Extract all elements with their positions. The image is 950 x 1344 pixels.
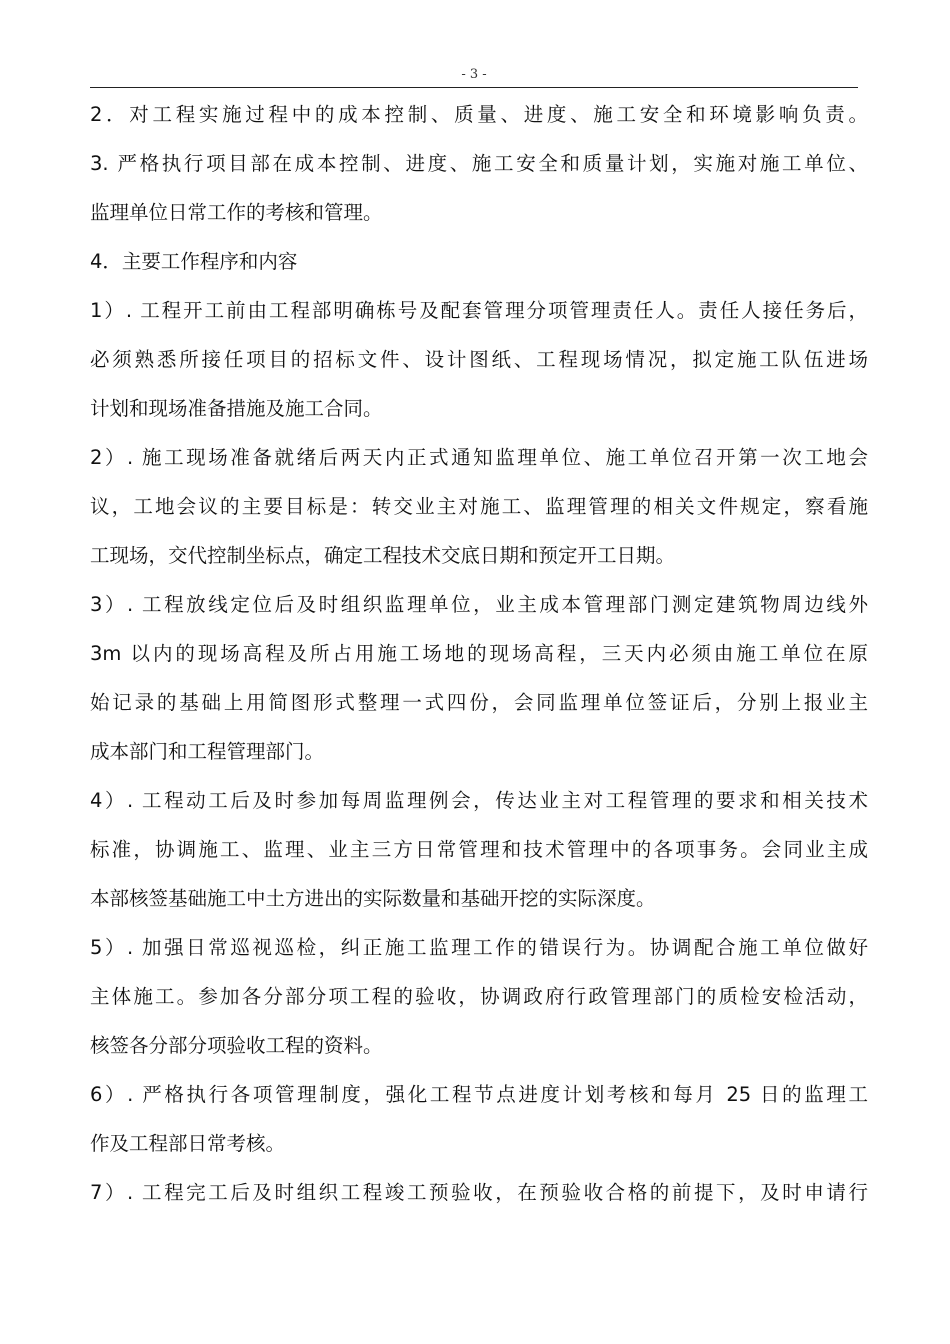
text-line: 4）. 工程动工后及时参加每周监理例会，传达业主对工程管理的要求和相关技术	[90, 789, 868, 812]
text-line: 3）. 工程放线定位后及时组织监理单位，业主成本管理部门测定建筑物周边线外	[90, 593, 868, 616]
text-line: 主体施工。参加各分部分项工程的验收，协调政府行政管理部门的质检安检活动，	[90, 985, 868, 1008]
text-line: 2．对工程实施过程中的成本控制、质量、进度、施工安全和环境影响负责。	[90, 103, 868, 126]
text-line: 本部核签基础施工中土方进出的实际数量和基础开挖的实际深度。	[90, 887, 656, 910]
document-body	[90, 93, 880, 1220]
text-line: 工现场，交代控制坐标点，确定工程技术交底日期和预定开工日期。	[90, 544, 676, 567]
text-line: 3. 严格执行项目部在成本控制、进度、施工安全和质量计划，实施对施工单位、	[90, 152, 868, 175]
text-line: 成本部门和工程管理部门。	[90, 740, 325, 763]
text-line: 计划和现场准备措施及施工合同。	[90, 397, 383, 420]
text-line: 议，工地会议的主要目标是：转交业主对施工、监理管理的相关文件规定，察看施	[90, 495, 868, 518]
text-line: 2）. 施工现场准备就绪后两天内正式通知监理单位、施工单位召开第一次工地会	[90, 446, 868, 469]
section-heading: 4．主要工作程序和内容	[90, 250, 298, 273]
text-line: 始记录的基础上用简图形式整理一式四份，会同监理单位签证后，分别上报业主	[90, 691, 868, 714]
text-line: 5）. 加强日常巡视巡检，纠正施工监理工作的错误行为。协调配合施工单位做好	[90, 936, 868, 959]
text-line: 作及工程部日常考核。	[90, 1132, 286, 1155]
page-number: - 3 -	[461, 67, 487, 82]
text-line: 监理单位日常工作的考核和管理。	[90, 201, 383, 224]
text-line: 3m 以内的现场高程及所占用施工场地的现场高程，三天内必须由施工单位在原	[90, 642, 868, 665]
text-line: 6）. 严格执行各项管理制度，强化工程节点进度计划考核和每月 25 日的监理工	[90, 1083, 868, 1106]
text-line: 1）. 工程开工前由工程部明确栋号及配套管理分项管理责任人。责任人接任务后，	[90, 299, 868, 322]
text-line: 7）. 工程完工后及时组织工程竣工预验收，在预验收合格的前提下，及时申请行	[90, 1181, 868, 1204]
text-line: 核签各分部分项验收工程的资料。	[90, 1034, 383, 1057]
text-line: 必须熟悉所接任项目的招标文件、设计图纸、工程现场情况，拟定施工队伍进场	[90, 348, 868, 371]
page-header	[90, 66, 858, 88]
text-line: 标准，协调施工、监理、业主三方日常管理和技术管理中的各项事务。会同业主成	[90, 838, 868, 861]
